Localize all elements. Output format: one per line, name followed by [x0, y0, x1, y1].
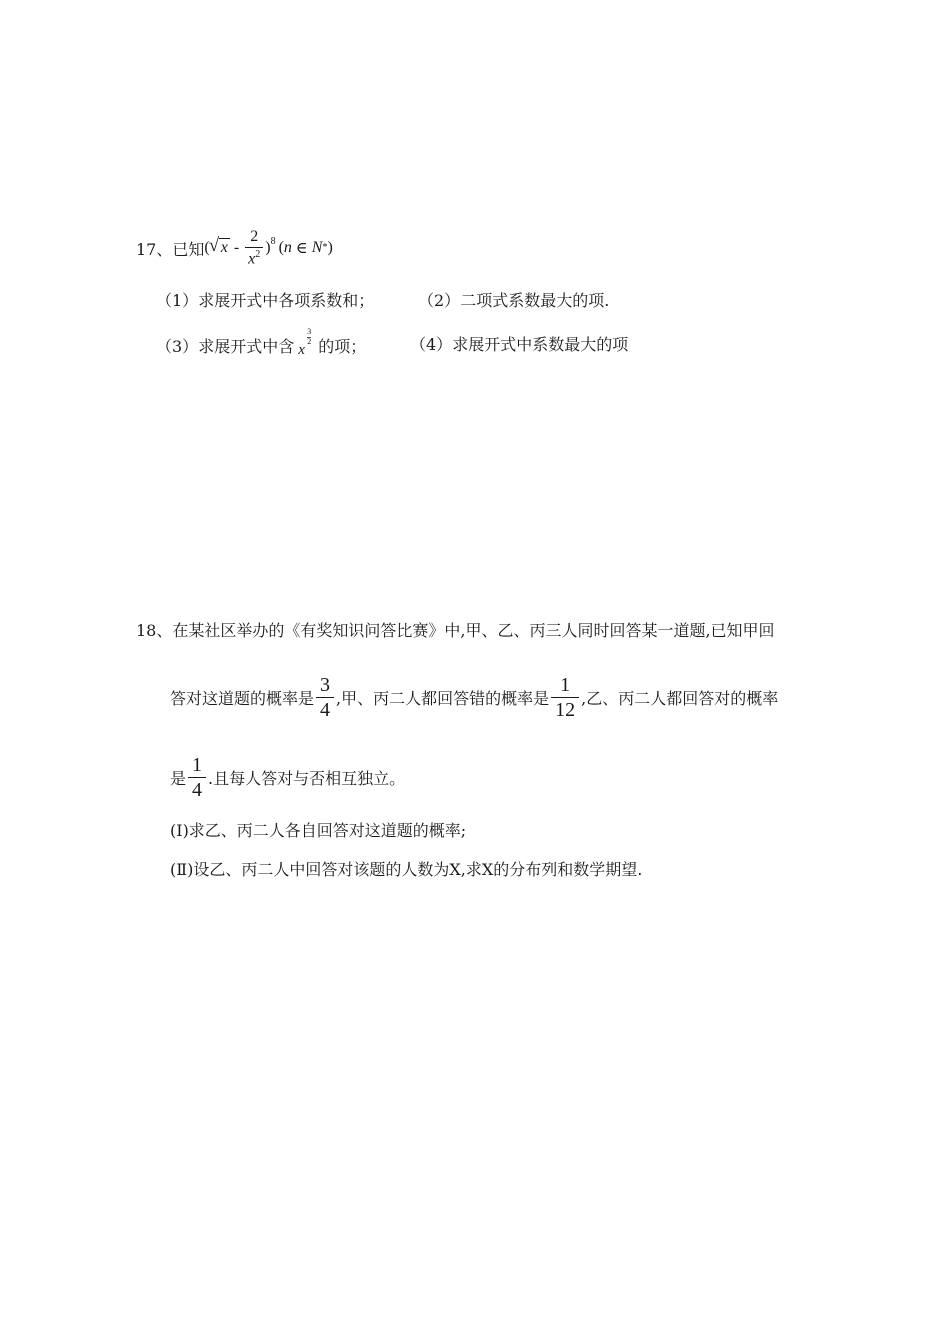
question-17-part-2: （2）二项式系数最大的项.: [418, 291, 610, 310]
question-18-line-2: 答对这道题的概率是 $\frac{3}{4}$ ,甲、丙二人都回答错的概率是 $\frac{1}{12}$ ,乙、丙二人都回答对的概率: [170, 673, 779, 721]
question-18-subquestion-2: (Ⅱ)设乙、丙二人中回答对该题的人数为X,求X的分布列和数学期望.: [170, 860, 643, 879]
question-18-number: 18、: [136, 621, 173, 640]
question-18-line-1: 18、在某社区举办的《有奖知识问答比赛》中,甲、乙、丙三人同时回答某一道题,已知甲回: [136, 621, 775, 640]
question-17-lead: 已知: [172, 239, 205, 259]
fraction-1-over-4: $\frac{1}{4}$: [188, 755, 206, 800]
fraction-3-over-4: $\frac{3}{4}$: [316, 675, 334, 720]
question-17-part-4: （4）求展开式中系数最大的项: [410, 335, 629, 354]
question-17-stem: [136, 228, 333, 268]
question-17-part-3: （3） 求展开式中含 x 3 2 的项；: [156, 327, 367, 358]
question-18-line-3: 是 $\frac{1}{4}$ .且每人答对与否相互独立。: [170, 753, 406, 801]
binomial-expression: ( √ x - $\frac{2}{x^2}$ ) $^8$ ( n ∈ N * ): [204, 227, 333, 268]
fraction-1-over-12: $\frac{1}{12}$: [551, 675, 579, 720]
x-power-3-over-2: x 3 2: [298, 327, 312, 358]
fraction-2-over-x2: $\frac{2}{x^2}$: [245, 229, 263, 267]
sqrt-x: √ x: [208, 235, 228, 257]
question-18-subquestion-1: (Ⅰ)求乙、丙二人各自回答对这道题的概率;: [170, 821, 467, 840]
question-17-part-1: （1）求展开式中各项系数和；: [156, 291, 375, 310]
question-17-number: 17、: [136, 239, 173, 259]
power-8: 8: [270, 236, 276, 248]
